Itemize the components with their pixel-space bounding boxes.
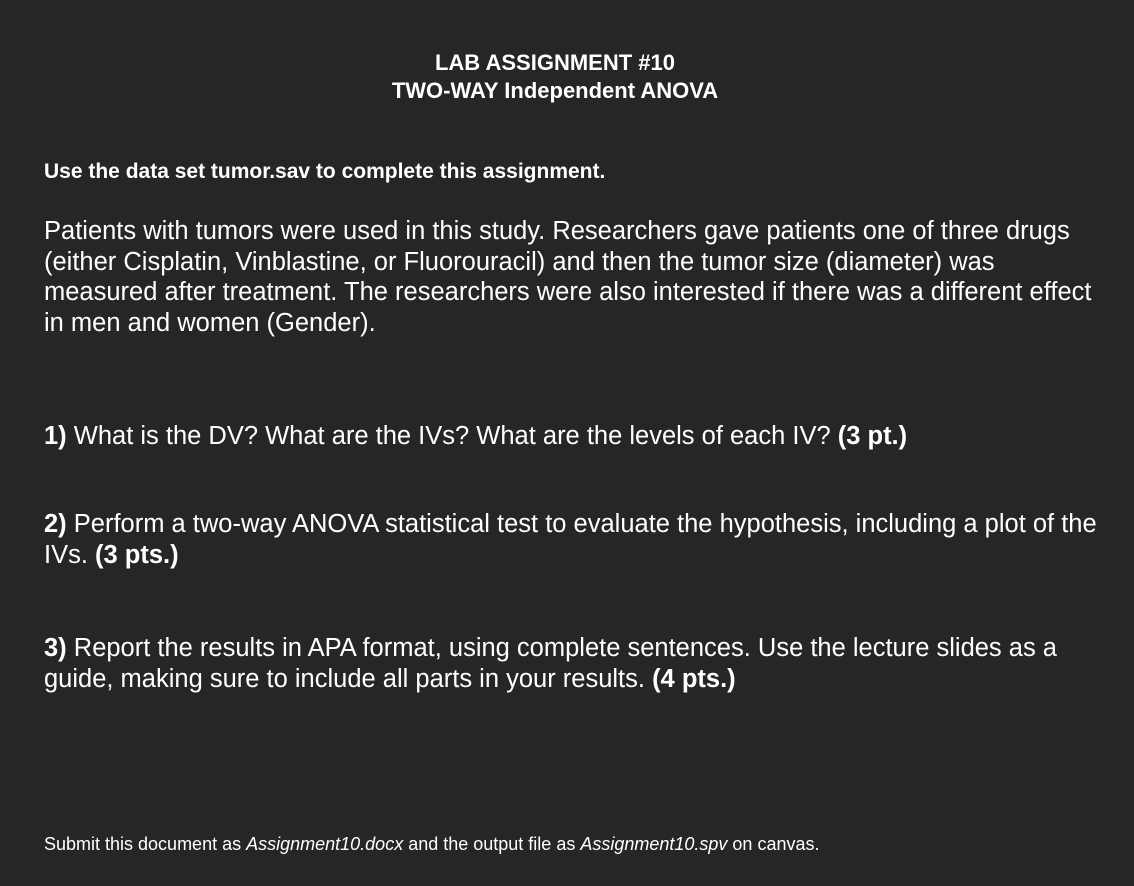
question-points: (3 pt.)	[837, 422, 908, 450]
study-description: Patients with tumors were used in this study. Researchers gave patients one of three drugs (either Cisplatin, Vinblastine, or Fluorouracil) and then the tumor size (diameter) was measured after treatment. The researchers were also interested if there was a different effect in men and women (Gender).	[44, 217, 1092, 337]
question-points: (4 pts.)	[652, 665, 736, 693]
submit-middle: and the output file as	[403, 834, 581, 854]
question-text: Report the results in APA format, using complete sentences. Use the lecture slides as a guide, making sure to include all parts in your results.	[44, 634, 1057, 693]
question-text: What is the DV? What are the IVs? What are the levels of each IV?	[66, 422, 838, 450]
assignment-subtitle: TWO-WAY Independent ANOVA	[391, 78, 719, 103]
question-2	[44, 509, 1104, 571]
question-number: 3)	[44, 634, 67, 662]
question-text: Perform a two-way ANOVA statistical test to evaluate the hypothesis, including a plot of the IVs.	[44, 510, 1097, 569]
output-filename: Assignment10.spv	[580, 834, 728, 854]
submit-suffix: on canvas.	[727, 834, 820, 854]
doc-filename: Assignment10.docx	[246, 834, 404, 854]
question-points: (3 pts.)	[95, 541, 179, 569]
document-header	[0, 49, 1110, 105]
question-number: 2)	[44, 510, 67, 538]
question-3	[44, 633, 1104, 695]
question-1	[44, 421, 1104, 452]
submit-prefix: Submit this document as	[44, 834, 247, 854]
dataset-instruction: Use the data set tumor.sav to complete this assignment.	[44, 160, 606, 183]
assignment-title: LAB ASSIGNMENT #10	[434, 50, 675, 75]
submission-instructions	[44, 831, 819, 857]
question-number: 1)	[44, 422, 67, 450]
